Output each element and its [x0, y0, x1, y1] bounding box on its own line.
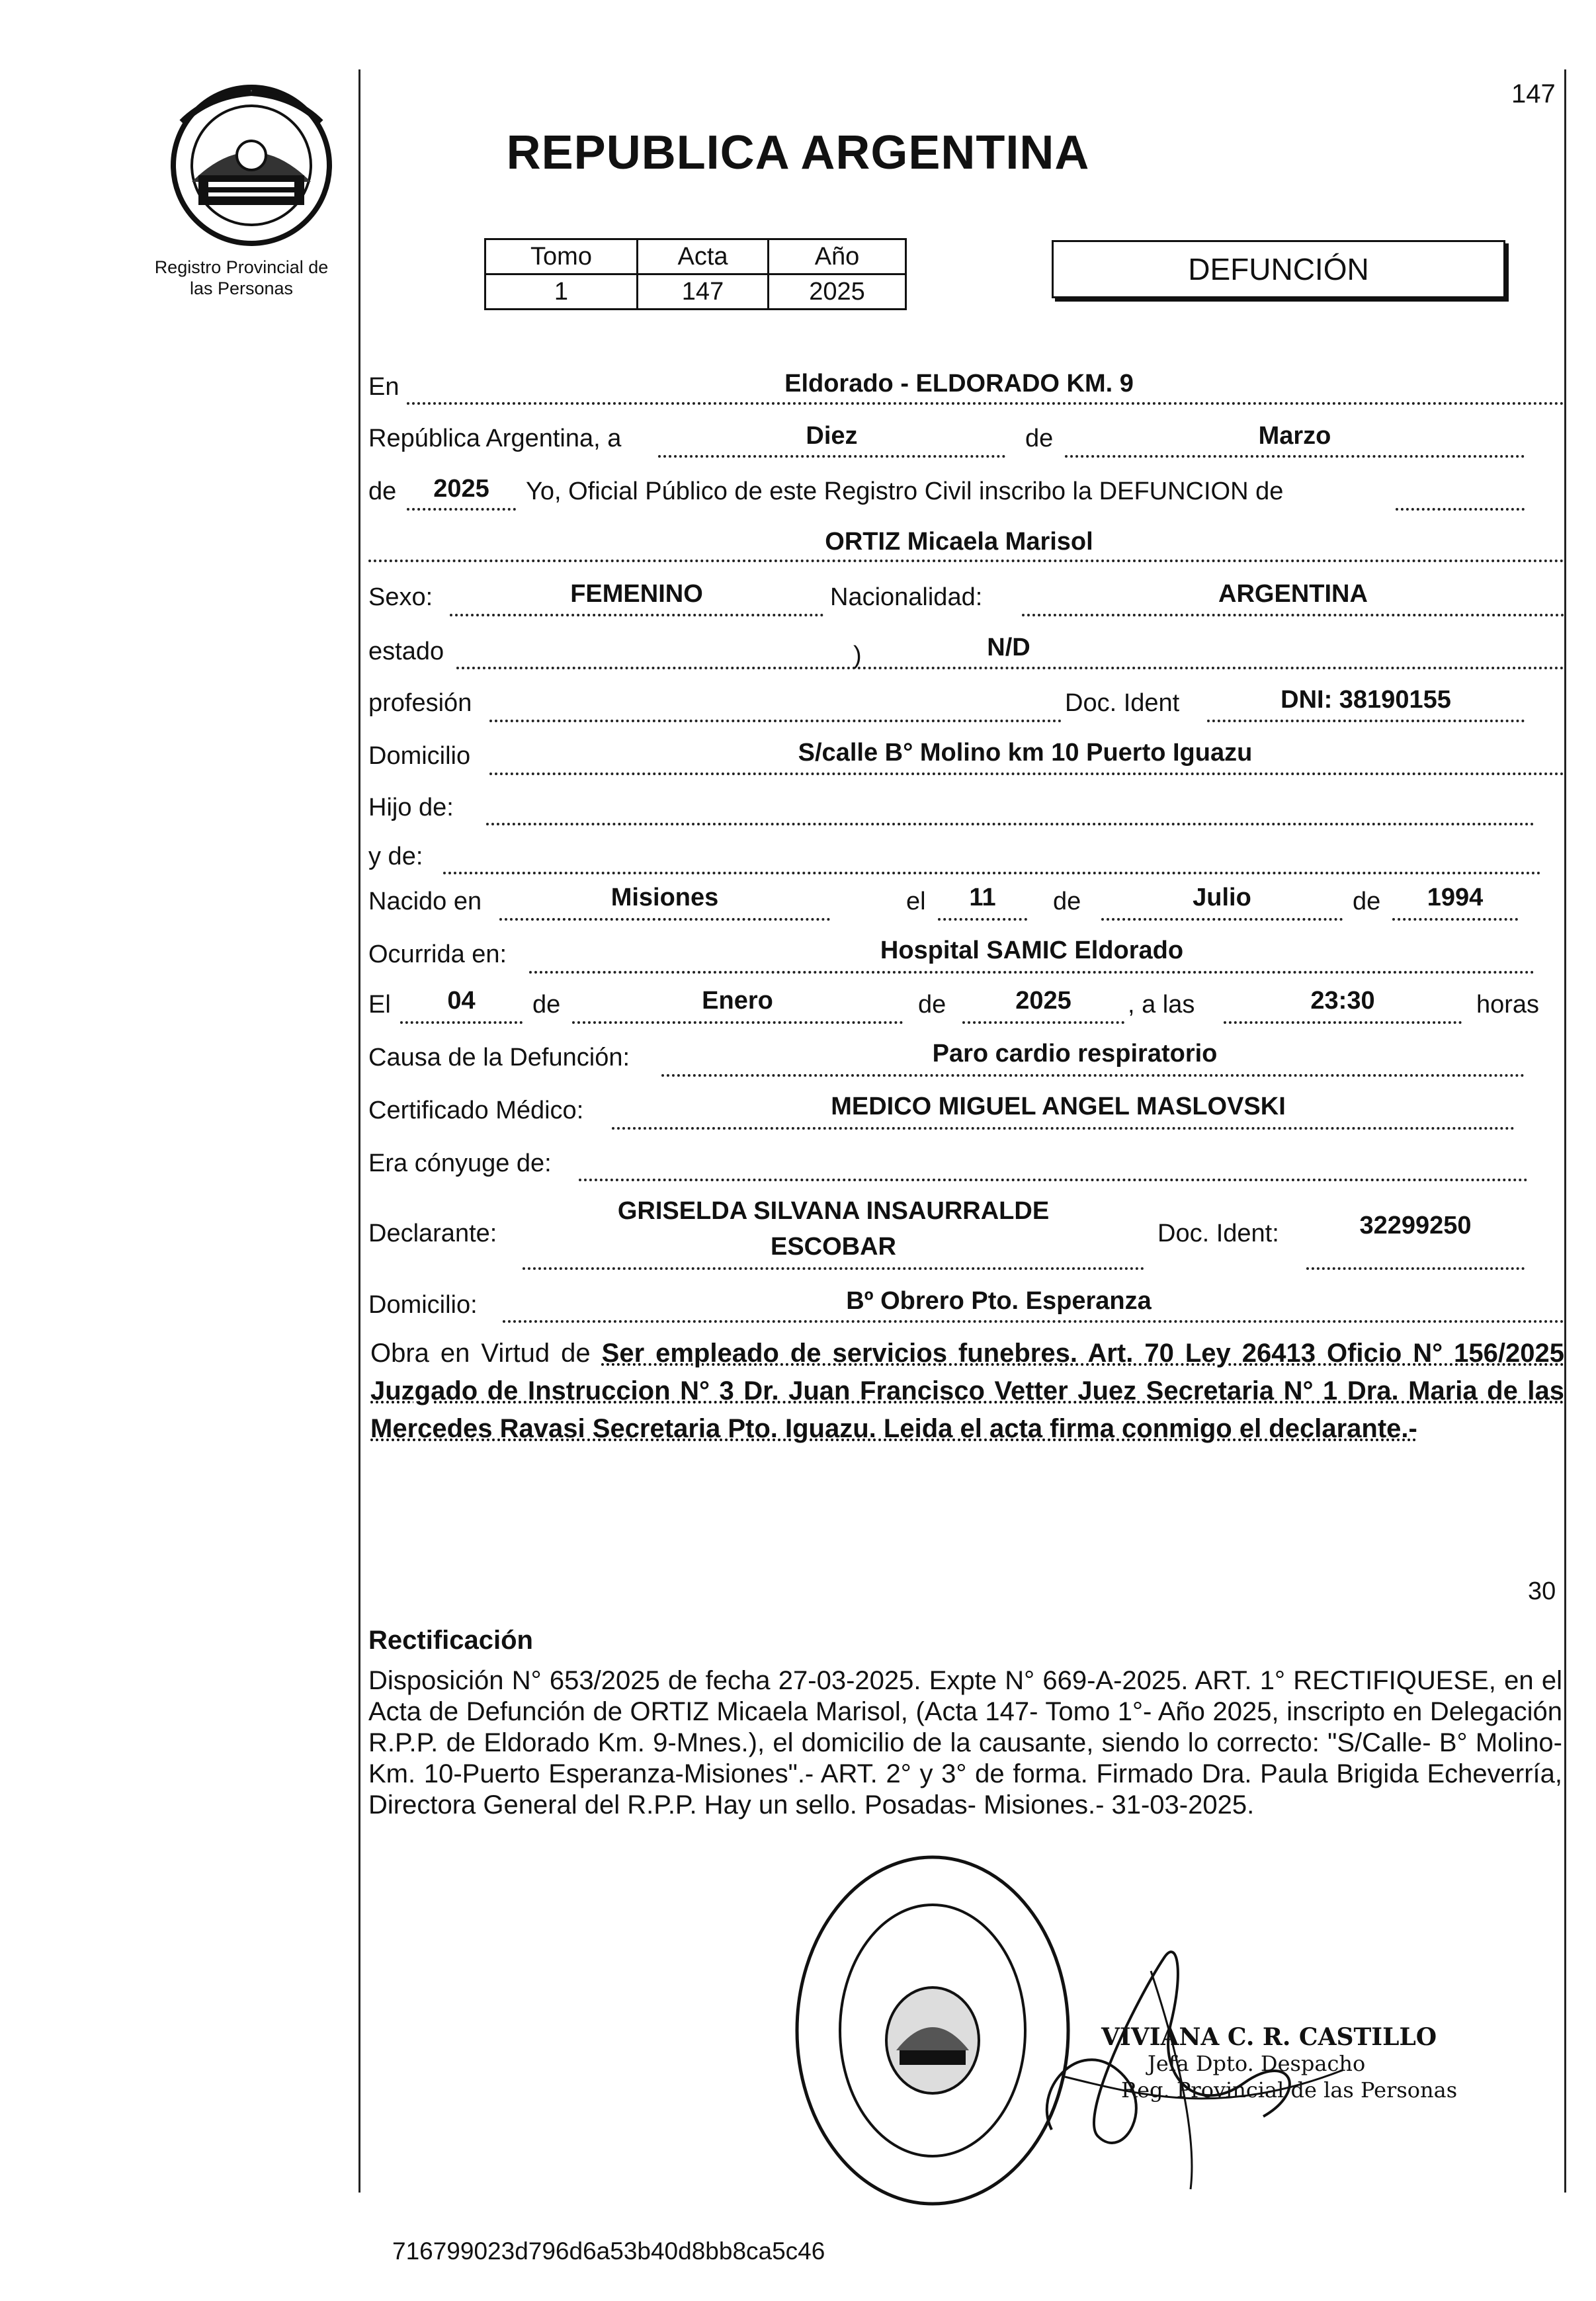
label-estado: estado [368, 638, 444, 665]
value-en: Eldorado - ELDORADO KM. 9 [784, 370, 1134, 397]
value-causa: Paro cardio respiratorio [932, 1040, 1218, 1067]
label-nacido: Nacido en [368, 888, 482, 915]
value-birth-year: 1994 [1427, 884, 1484, 911]
value-decl-domicilio: Bº Obrero Pto. Esperanza [846, 1287, 1152, 1315]
register-value-acta: 147 [638, 274, 769, 310]
stamp-officer-role2: Reg. Provincial de las Personas [1121, 2077, 1458, 2103]
value-death-month: Enero [702, 987, 773, 1015]
value-death-time: 23:30 [1310, 987, 1375, 1015]
rectificacion-text: Disposición N° 653/2025 de fecha 27-03-2025. Expte N° 669-A-2025. ART. 1° RECTIFIQUESE, en el Acta de Defunción de ORTIZ Micaela Marisol, (Acta 147- Tomo 1°- Año 2025, inscripto en Delegación R.P.P. de Eldorado Km. 9-Mnes.), el domicilio de la causante, siendo lo correcto: "S/Calle- B° Molino-Km. 10-Puerto Esperanza-Misiones".- ART. 2° y 3° de forma. Firmado Dra. Paula Brigida Echeverría, Directora General del R.P.P. Hay un sello. Posadas- Misiones.- 31-03-2025. [368, 1666, 1562, 1820]
document-hash: 716799023d796d6a53b40d8bb8ca5c46 [392, 2238, 825, 2265]
label-yde: y de: [368, 843, 423, 870]
dotline-name [368, 560, 1564, 562]
dotline-declarante [523, 1267, 1144, 1270]
dotline-death-month [572, 1021, 903, 1024]
register-value-ano: 2025 [769, 274, 906, 310]
stamp-officer-role1: Jefa Dpto. Despacho [1148, 2051, 1366, 2076]
register-header-tomo: Tomo [485, 239, 638, 274]
dotline-conyuge [579, 1179, 1528, 1181]
label-de-death-1: de [532, 991, 561, 1019]
value-doc: DNI: 38190155 [1281, 686, 1451, 714]
label-republica: República Argentina, a [368, 425, 622, 452]
dotline-profesion [489, 720, 1062, 722]
dotline-certificado [612, 1127, 1515, 1130]
dotline-domicilio [489, 773, 1564, 775]
value-declarante-line2: ESCOBAR [770, 1233, 897, 1261]
dotline-oficial-end [1396, 508, 1525, 511]
label-El-death: El [368, 991, 391, 1019]
label-de-birth-1: de [1053, 888, 1081, 915]
value-domicilio: S/calle B° Molino km 10 Puerto Iguazu [798, 739, 1253, 767]
stamp-officer-name: VIVIANA C. R. CASTILLO [1101, 2023, 1437, 2051]
dotline-death-year [962, 1021, 1124, 1024]
label-de-year: de [368, 478, 397, 505]
dotline-ocurrida [529, 971, 1534, 974]
value-nacionalidad: ARGENTINA [1218, 580, 1368, 608]
logo-caption-line1: Registro Provincial de [154, 257, 329, 277]
dotline-nacionalidad [1022, 614, 1564, 616]
act-kind-box [1052, 240, 1505, 298]
dotline-hijo [486, 823, 1534, 825]
value-day: Diez [806, 422, 858, 450]
dotline-day [658, 455, 1005, 458]
label-obra: Obra en Virtud de [370, 1339, 591, 1368]
dotline-estado [456, 667, 1564, 669]
register-value-tomo: 1 [485, 274, 638, 310]
rectificacion-number: 30 [1528, 1577, 1556, 1605]
oficial-text: Yo, Oficial Público de este Registro Civil inscribo la DEFUNCION de [526, 478, 1284, 505]
label-hijo: Hijo de: [368, 794, 454, 821]
label-doc-ident: Doc. Ident [1065, 689, 1180, 717]
estado-mark: ) [853, 642, 862, 669]
right-margin-line [1564, 69, 1566, 2193]
value-nacido: Misiones [610, 884, 719, 911]
register-header-ano: Año [769, 239, 906, 274]
obra-en-virtud [370, 1335, 1564, 1448]
label-ocurrida: Ocurrida en: [368, 941, 507, 968]
label-en: En [368, 373, 399, 401]
dotline-en [407, 402, 1564, 405]
value-declarante-doc: 32299250 [1359, 1212, 1472, 1239]
label-el-birth: el [906, 888, 926, 915]
stamp-officer-block [1101, 2024, 1457, 2103]
page-number: 147 [1511, 79, 1556, 108]
logo-caption-line2: las Personas [189, 278, 294, 298]
act-kind: DEFUNCIÓN [1188, 252, 1369, 286]
value-estado: N/D [987, 634, 1030, 661]
label-certificado: Certificado Médico: [368, 1097, 584, 1124]
dotline-sexo [450, 614, 823, 616]
label-conyuge: Era cónyuge de: [368, 1150, 552, 1177]
value-death-year: 2025 [1015, 987, 1071, 1015]
register-header-acta: Acta [638, 239, 769, 274]
value-ocurrida: Hospital SAMIC Eldorado [880, 937, 1184, 964]
dotline-birth-month [1101, 918, 1343, 921]
value-month: Marzo [1258, 422, 1331, 450]
deceased-name: ORTIZ Micaela Marisol [825, 528, 1093, 556]
country-title: REPUBLICA ARGENTINA [506, 126, 1090, 179]
label-decl-domicilio: Domicilio: [368, 1291, 478, 1319]
value-certificado: MEDICO MIGUEL ANGEL MASLOVSKI [831, 1093, 1286, 1120]
label-de-1: de [1025, 425, 1054, 452]
dotline-month [1065, 455, 1525, 458]
left-margin-line [358, 69, 360, 2193]
label-de-death-2: de [918, 991, 946, 1019]
value-death-day: 04 [447, 987, 476, 1015]
value-sexo: FEMENINO [570, 580, 703, 608]
dotline-death-day [400, 1021, 523, 1024]
logo-caption [132, 257, 351, 299]
dotline-year [407, 508, 516, 511]
value-birth-day: 11 [969, 884, 996, 911]
value-obra: Ser empleado de servicios funebres. Art. 70 Ley 26413 Oficio N° 156/2025 Juzgado de Instruccion N° 3 Dr. Juan Francisco Vetter Juez Secretaria N° 1 Dra. Maria de las Mercedes Ravasi Secretaria Pto. Iguazu. Leida el acta firma conmigo el declarante.- [370, 1339, 1564, 1443]
dotline-decl-domicilio [503, 1320, 1564, 1323]
dotline-death-time [1224, 1021, 1462, 1024]
dotline-declarante-doc [1306, 1267, 1525, 1270]
value-declarante-line1: GRISELDA SILVANA INSAURRALDE [617, 1197, 1050, 1225]
register-table [484, 238, 907, 310]
label-declarante-doc: Doc. Ident: [1157, 1220, 1279, 1247]
label-sexo: Sexo: [368, 583, 433, 611]
label-de-birth-2: de [1353, 888, 1381, 915]
dotline-causa [661, 1074, 1525, 1077]
rectificacion-title: Rectificación [368, 1626, 533, 1655]
dotline-birth-year [1392, 918, 1518, 921]
value-birth-month: Julio [1193, 884, 1251, 911]
dotline-nacido [499, 918, 830, 921]
label-horas: horas [1476, 991, 1540, 1019]
label-profesion: profesión [368, 689, 472, 717]
label-domicilio: Domicilio [368, 742, 471, 770]
label-declarante: Declarante: [368, 1220, 497, 1247]
dotline-yde [443, 872, 1541, 874]
dotline-birth-day [938, 918, 1027, 921]
label-nacionalidad: Nacionalidad: [830, 583, 983, 611]
label-alas: , a las [1128, 991, 1195, 1019]
value-year: 2025 [433, 475, 489, 503]
dotline-doc [1207, 720, 1525, 722]
label-causa: Causa de la Defunción: [368, 1044, 630, 1071]
